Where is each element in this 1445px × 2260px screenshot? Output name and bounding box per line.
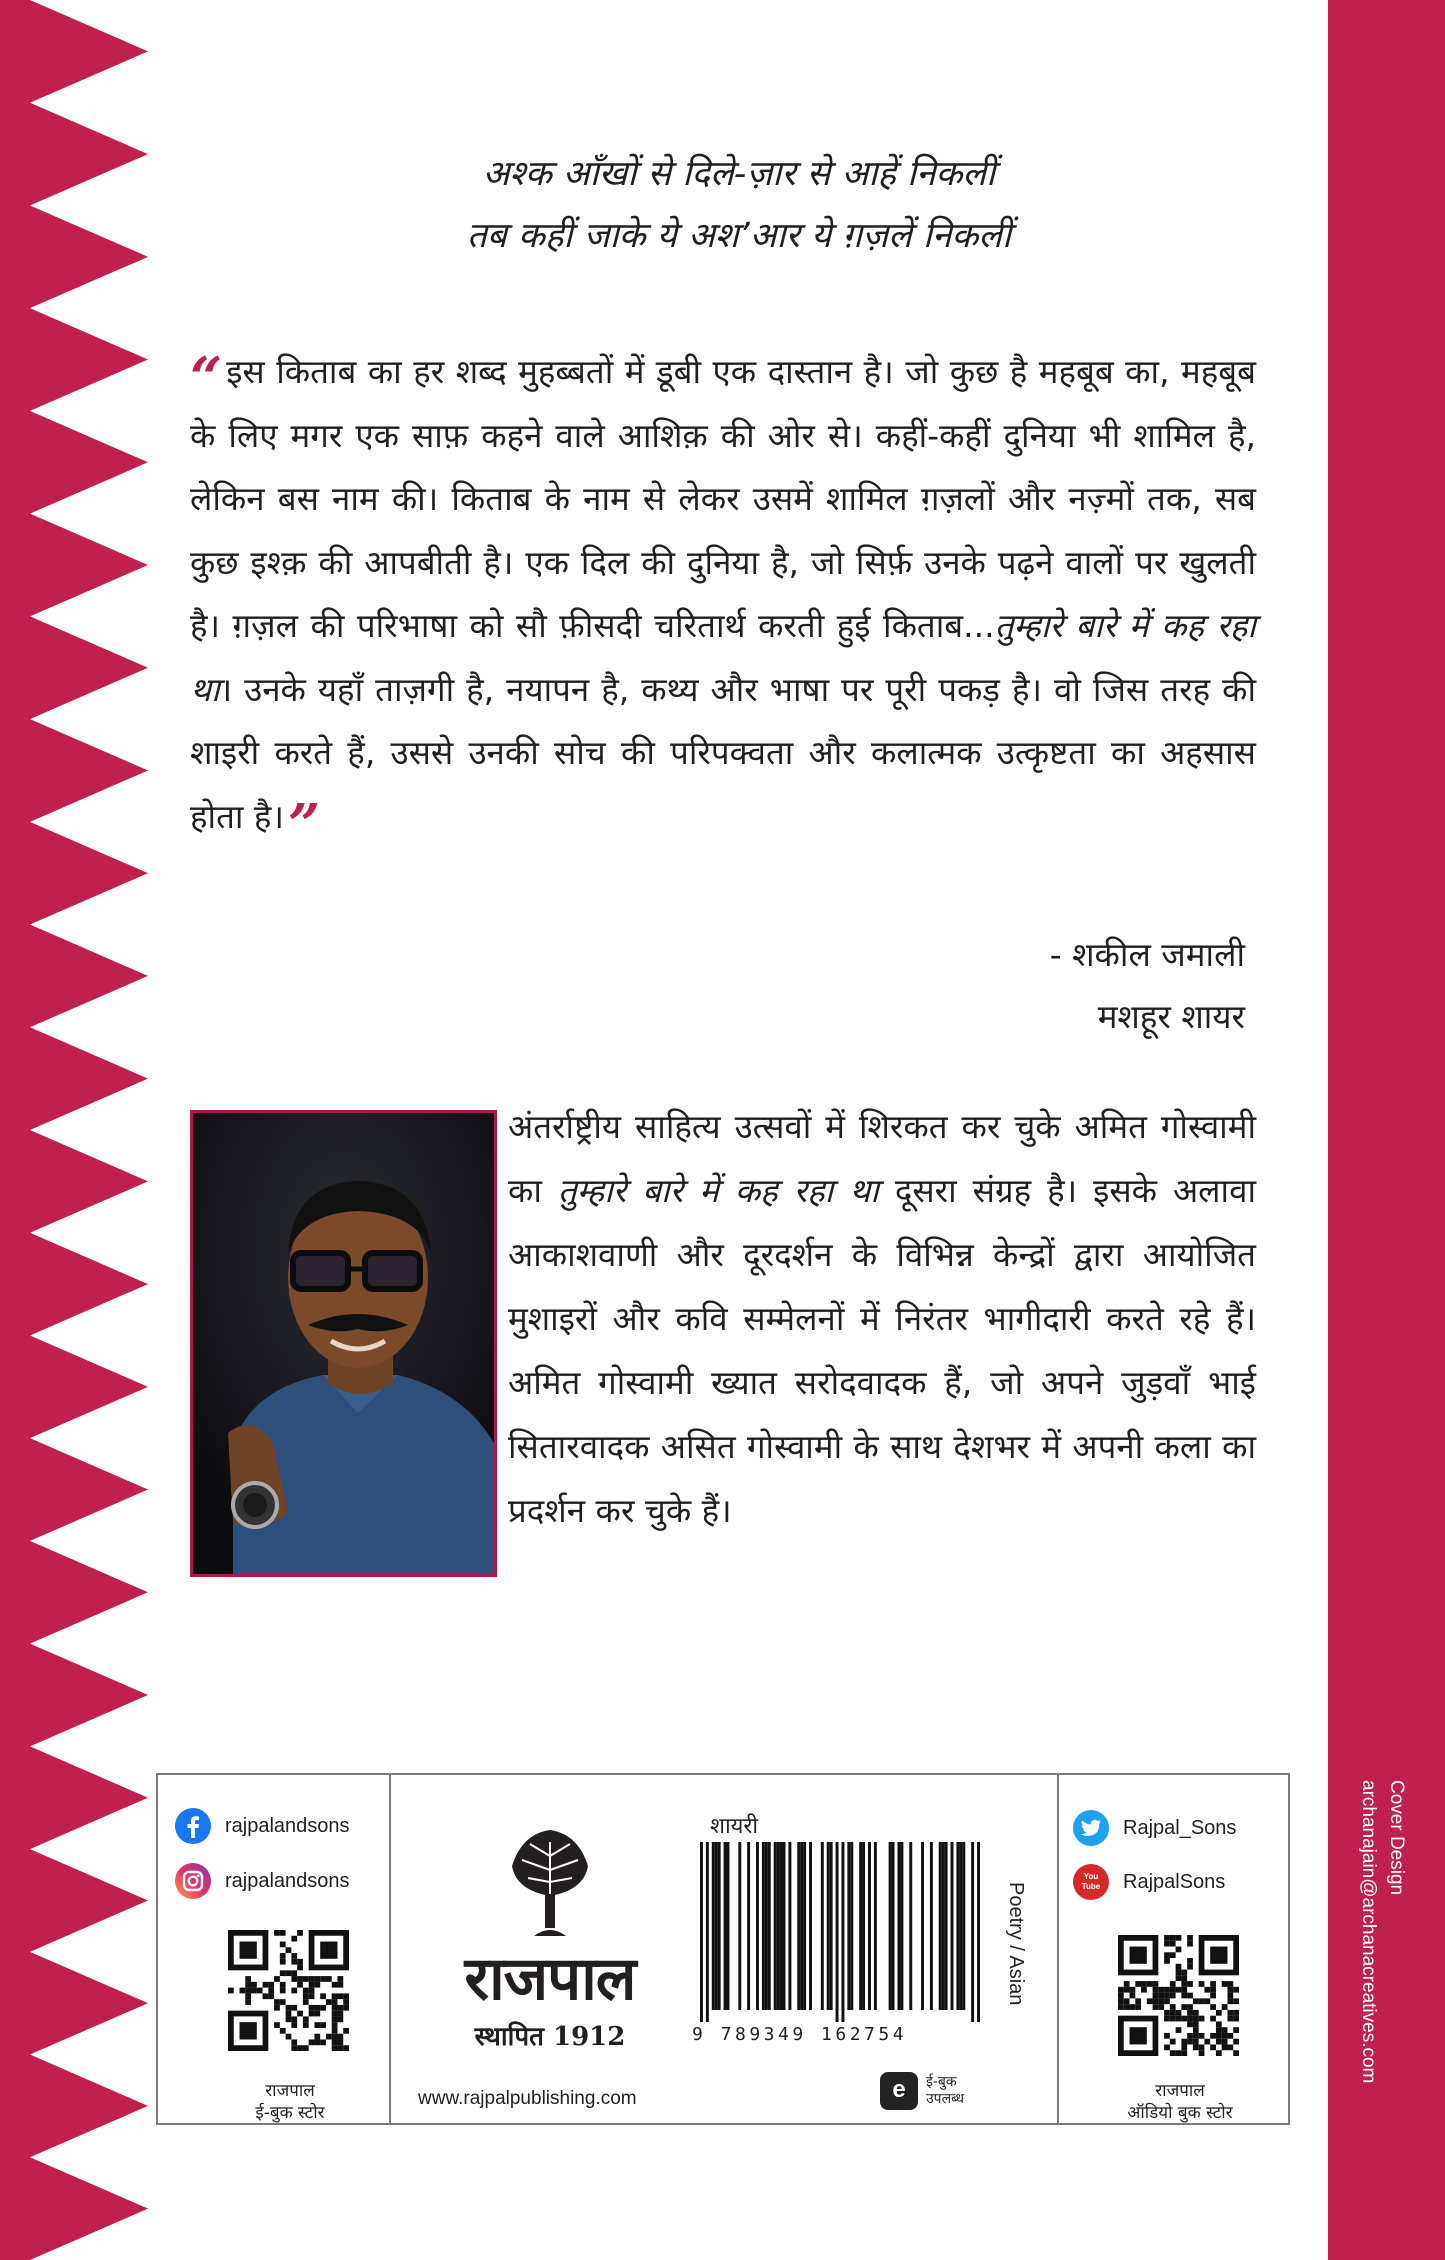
youtube-handle-text: RajpalSons: [1123, 1870, 1226, 1893]
author-portrait-illustration: [193, 1113, 494, 1574]
barcode-bar: [797, 1842, 800, 2010]
couplet-line-1: अश्क आँखों से दिले-ज़ार से आहें निकलीं: [482, 154, 996, 194]
instagram-icon: [175, 1863, 211, 1899]
ebook-icon: e: [880, 2072, 918, 2110]
zigzag-shape: [0, 0, 148, 2260]
barcode-bar: [862, 1842, 865, 2010]
qr-right-label-line1: राजपाल: [1155, 2081, 1205, 2101]
cover-design-credit: [1354, 1780, 1410, 2083]
barcode-bar: [738, 1842, 741, 2010]
facebook-handle[interactable]: [175, 1808, 350, 1844]
blurb-book-title: तुम्हारे बारे में कह रहा था: [190, 606, 1256, 709]
barcode-bar: [868, 1842, 871, 2010]
twitter-handle-text: Rajpal_Sons: [1123, 1816, 1237, 1839]
barcode-bar: [945, 1842, 948, 2010]
audiobook-store-qr-code-icon[interactable]: [1118, 1935, 1239, 2056]
barcode-bar: [850, 1842, 853, 2010]
barcode-bar: [939, 1842, 942, 2010]
barcode-bar: [909, 1842, 912, 2010]
barcode-bar: [956, 1842, 959, 2010]
opening-couplet: [150, 143, 1328, 267]
barcode-bar: [897, 1842, 900, 2010]
barcode-bar: [803, 1842, 806, 2010]
review-blurb: [190, 340, 1256, 858]
barcode-bar: [900, 1842, 903, 2010]
blurb-text-part2: । उनके यहाँ ताज़गी है, नयापन है, कथ्य और भाषा पर पूरी पकड़ है। वो जिस तरह की शाइरी करते हैं, उससे उनकी सोच की परिपक्वता और कलात्मक उत्कृष्टता का अहसास होता है।: [190, 669, 1256, 836]
credit-heading: Cover Design: [1386, 1780, 1407, 1896]
barcode-bar: [727, 1842, 730, 2010]
instagram-handle-text: rajpalandsons: [225, 1869, 350, 1892]
barcode-bar: [783, 1842, 786, 2010]
svg-text:Tube: Tube: [1081, 1882, 1101, 1891]
barcode-bar: [827, 1842, 830, 2010]
bio-book-title: तुम्हारे बारे में कह रहा था: [557, 1171, 879, 1210]
barcode-bar: [706, 1842, 709, 2022]
barcode-bar: [830, 1842, 833, 2010]
barcode-bar: [977, 1842, 980, 2022]
barcode-bar: [959, 1842, 962, 2010]
bio-text-part1: अंतर्राष्ट्रीय साहित्य उत्सवों में शिरकत कर चुके अमित गोस्वामी का: [508, 1107, 1256, 1210]
barcode-bar: [836, 1842, 839, 2022]
barcode-bar: [951, 1842, 954, 2010]
isbn-barcode: [700, 1842, 980, 2022]
barcode-bar: [768, 1842, 771, 2010]
barcode-bar: [821, 1842, 824, 2010]
barcode-bar: [756, 1842, 759, 2010]
barcode-bar: [971, 1842, 974, 2022]
category-label: Poetry / Asian: [1005, 1882, 1027, 2006]
close-quote-mark: ”: [287, 791, 321, 858]
barcode-bar: [777, 1842, 780, 2010]
barcode-bar: [874, 1842, 877, 2010]
publisher-wordmark: राजपाल: [464, 1944, 636, 2014]
bio-text-part2: दूसरा संग्रह है। इसके अलावा आकाशवाणी और दूरदर्शन के विभिन्न केन्द्रों द्वारा आयोजित मुशाइरों और कवि सम्मेलनों में निरंतर भागीदारी करते रहे हैं। अमित गोस्वामी ख्यात सरोदवादक हैं, जो अपने जुड़वाँ भाई सितारवादक असित गोस्वामी के साथ देशभर में अपनी कला का प्रदर्शन कर चुके हैं।: [508, 1171, 1256, 1530]
credit-email: archanajain@archanacreatives.com: [1358, 1780, 1379, 2084]
genre-label: शायरी: [710, 1814, 759, 1839]
qr-left-label-line2: ई-बुक स्टोर: [255, 2103, 325, 2123]
reviewer-role: मशहूर शायर: [1097, 997, 1245, 1036]
barcode-bar: [809, 1842, 812, 2010]
publisher-established: स्थापित 1912: [474, 2022, 626, 2052]
author-photo: [190, 1110, 497, 1577]
ebook-label-line2: उपलब्ध: [926, 2091, 965, 2107]
barcode-bar: [962, 1842, 965, 2010]
barcode-bar: [921, 1842, 924, 2010]
publisher-website-link[interactable]: www.rajpalpublishing.com: [418, 2088, 637, 2109]
twitter-handle[interactable]: [1073, 1810, 1236, 1846]
qr-left-label-line1: राजपाल: [265, 2081, 315, 2101]
barcode-bar: [724, 1842, 727, 2010]
barcode-bar: [762, 1842, 765, 2010]
barcode-bar: [800, 1842, 803, 2010]
isbn-number: 9 789349 162754: [692, 2024, 908, 2045]
author-bio: [508, 1095, 1256, 1543]
barcode-bar: [841, 1842, 844, 2022]
left-zigzag-border: [0, 0, 150, 2260]
footer-divider-right: [1057, 1775, 1059, 2123]
reviewer-name: - शकील जमाली: [1049, 935, 1245, 974]
barcode-bar: [780, 1842, 783, 2010]
barcode-bar: [930, 1842, 933, 2010]
barcode-bar: [889, 1842, 892, 2010]
ebook-available-label: [926, 2074, 964, 2108]
facebook-icon: [175, 1808, 211, 1844]
svg-text:You: You: [1083, 1872, 1099, 1881]
tree-logo-icon: [508, 1826, 592, 1938]
barcode-bar: [747, 1842, 750, 2010]
twitter-icon: [1073, 1810, 1109, 1846]
instagram-handle[interactable]: [175, 1863, 350, 1899]
review-attribution: [1050, 924, 1245, 1048]
barcode-bar: [718, 1842, 721, 2010]
barcode-bar: [859, 1842, 862, 2010]
barcode-bar: [715, 1842, 718, 2010]
barcode-bar: [892, 1842, 895, 2010]
qr-right-label-line2: ऑडियो बुक स्टोर: [1127, 2103, 1233, 2123]
barcode-bar: [774, 1842, 777, 2010]
footer-divider-left: [389, 1775, 391, 2123]
ebook-label-line1: ई-बुक: [926, 2074, 957, 2090]
barcode-bar: [712, 1842, 715, 2010]
ebook-store-qr-code-icon[interactable]: [228, 1930, 349, 2051]
barcode-bar: [788, 1842, 791, 2010]
open-quote-mark: “: [190, 345, 223, 411]
audiobook-store-qr-label: [1090, 2080, 1270, 2124]
barcode-bar: [942, 1842, 945, 2010]
facebook-handle-text: rajpalandsons: [225, 1814, 350, 1837]
barcode-bar: [700, 1842, 703, 2022]
ebook-store-qr-label: [200, 2080, 380, 2124]
barcode-bar: [847, 1842, 850, 2010]
barcode-bar: [765, 1842, 768, 2010]
youtube-handle[interactable]: [1073, 1864, 1225, 1900]
blurb-text-part1: इस किताब का हर शब्द मुहब्बतों में डूबी एक दास्तान है। जो कुछ है महबूब का, महबूब के लिए मगर एक साफ़ कहने वाले आशिक़ की ओर से। कहीं-कहीं दुनिया भी शामिल है, लेकिन बस नाम की। किताब के नाम से लेकर उसमें शामिल ग़ज़लों और नज़्मों तक, सब कुछ इश्क़ की आपबीती है। एक दिल की दुनिया है, जो सिर्फ़ उनके पढ़ने वालों पर खुलती है। ग़ज़ल की परिभाषा को सौ फ़ीसदी चरितार्थ करती हुई किताब...: [190, 352, 1256, 645]
couplet-line-2: तब कहीं जाके ये अश’आर ये ग़ज़लें निकलीं: [466, 216, 1012, 256]
youtube-icon: [1073, 1864, 1109, 1900]
